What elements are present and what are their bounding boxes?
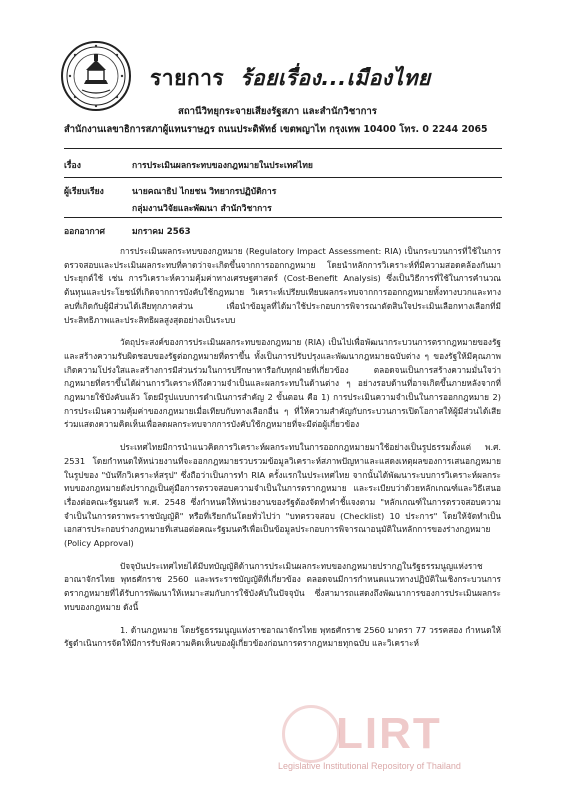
airdate-value: มกราคม 2563 xyxy=(132,227,191,237)
paragraph: ปัจจุบันประเทศไทยได้มีบทบัญญัติด้านการประเมินผลกระทบของกฎหมายปรากฏในรัฐธรรมนูญแห่งราชอาณาจักรไทย พุทธศักราช 2560 และพระราชบัญญัติที่เกี่ยวข้อง ตลอดจนมีการกำหนดแนวทางปฏิบัติในเชิงกระบวนการตรากฎหมายที่ได้รับการพัฒนาให้เหมาะสมกับการใช้บังคับในปัจจุบัน ซึ่งสามารถแสดงถึงพัฒนาการของการประเมินผลกระทบของกฎหมาย ดังนี้ xyxy=(64,560,501,612)
address-line: สำนักงานเลขาธิการสภาผู้แทนราษฎร ถนนประดิพัทธ์ เขตพญาไท กรุงเทพ 10400 โทร. 0 2244 2065 xyxy=(64,124,488,135)
repository-watermark xyxy=(278,709,518,769)
airdate-label: ออกอากาศ xyxy=(64,227,105,237)
program-title xyxy=(150,62,431,95)
subject-label: เรื่อง xyxy=(64,161,81,171)
author-name: นายคณาธิป ไกยชน วิทยากรปฏิบัติการ xyxy=(132,187,277,197)
program-label: รายการ xyxy=(150,66,225,90)
organization-line: สถานีวิทยุกระจายเสียงรัฐสภา และสำนักวิชาการ xyxy=(178,106,377,117)
author-label: ผู้เรียบเรียง xyxy=(64,187,104,197)
author-divider xyxy=(64,217,502,218)
paragraph: การประเมินผลกระทบของกฎหมาย (Regulatory Impact Assessment: RIA) เป็นกระบวนการที่ใช้ในการตรวจสอบและประเมินผลกระทบที่คาดว่าจะเกิดขึ้นจากการออกกฎหมาย โดยนำหลักการวิเคราะห์ที่มีความสอดคล้องกันมาประยุกต์ใช้ เช่น การวิเคราะห์ความคุ้มค่าทางเศรษฐศาสตร์ (Cost-Benefit Analysis) ซึ่งเป็นวิธีการที่ใช้ในการคำนวณต้นทุนและประโยชน์ที่เกิดจากการบังคับใช้กฎหมาย วิเคราะห์เปรียบเทียบผลกระทบจากการออกกฎหมายทั้งทางบวกและทางลบที่เกิดกับผู้มีส่วนได้เสียทุกภาคส่วน เพื่อนำข้อมูลที่ได้มาใช้ประกอบการพิจารณาตัดสินใจประเมินเลือกทางเลือกที่มีประสิทธิภาพและประสิทธิผลสูงสุดอย่างเป็นระบบ xyxy=(64,246,501,325)
watermark-caption: Legislative Institutional Repository of Thailand xyxy=(278,761,461,771)
header-divider xyxy=(64,148,502,149)
watermark-logo: LIRT xyxy=(336,709,442,758)
author-dept: กลุ่มงานวิจัยและพัฒนา สำนักวิชาการ xyxy=(132,204,272,214)
paragraph: 1. ด้านกฎหมาย โดยรัฐธรรมนูญแห่งราชอาณาจักรไทย พุทธศักราช 2560 มาตรา 77 วรรคสอง กำหนดให้รัฐดำเนินการจัดให้มีการรับฟังความคิดเห็นของผู้เกี่ยวข้องก่อนการตรากฎหมายทุกฉบับ และวิเคราะห์ xyxy=(64,624,501,649)
subject-divider xyxy=(64,177,502,178)
subject-value: การประเมินผลกระทบของกฎหมายในประเทศไทย xyxy=(132,161,313,171)
paragraph: วัตถุประสงค์ของการประเมินผลกระทบของกฎหมาย (RIA) เป็นไปเพื่อพัฒนากระบวนการตรากฎหมายของรัฐ และสร้างความรับผิดชอบของรัฐต่อกฎหมายที่ตราขึ้น ทั้งเป็นการปรับปรุงและพัฒนากฎหมายฉบับต่าง ๆ ของรัฐให้มีคุณภาพ เกิดความโปร่งใสและสร้างการมีส่วนร่วมในการปรึกษาหารือกับทุกฝ่ายที่เกี่ยวข้อง ตลอดจนเป็นการสร้างความมั่นใจว่ากฎหมายที่ตราขึ้นได้ผ่านการวิเคราะห์ถึงความจำเป็นและผลกระทบในด้านต่าง ๆ อย่างรอบด้านที่อาจเกิดขึ้นภายหลังจากที่กฎหมายใช้บังคับแล้ว โดยมีรูปแบบการดำเนินการสำคัญ 2 ขั้นตอน คือ 1) การประเมินความจำเป็นในการออกกฎหมาย 2) การประเมินความคุ้มค่าของกฎหมายเมื่อเทียบกับทางเลือกอื่น ๆ ที่ให้ความสำคัญกับกระบวนการเปิดโอกาสให้ผู้มีส่วนได้เสียร่วมแสดงความคิดเห็นเพื่อลดผลกระทบจากการบังคับใช้กฎหมายที่จะมีต่อผู้เกี่ยวข้อง xyxy=(64,337,501,430)
paragraph: ประเทศไทยมีการนำแนวคิดการวิเคราะห์ผลกระทบในการออกกฎหมายมาใช้อย่างเป็นรูปธรรมตั้งแต่ พ.ศ. 2531 โดยกำหนดให้หน่วยงานที่จะออกกฎหมายรวบรวมข้อมูลวิเคราะห์สภาพปัญหาและแสดงเหตุผลของการเสนอกฎหมายในรูปของ "บันทึกวิเคราะห์สรุป" ซึ่งถือว่าเป็นการทำ RIA ครั้งแรกในประเทศไทย จากนั้นได้พัฒนาระบบการวิเคราะห์ผลกระทบของกฎหมายดังปรากฏเป็นคู่มือการตรวจสอบความจำเป็นในการตรากฎหมาย และระเบียบว่าด้วยหลักเกณฑ์และวิธีเสนอเรื่องต่อคณะรัฐมนตรี พ.ศ. 2548 ซึ่งกำหนดให้หน่วยงานของรัฐต้องจัดทำคำชี้แจงตาม "หลักเกณฑ์ในการตรวจสอบความจำเป็นในการตราพระราชบัญญัติ" หรือที่เรียกกันโดยทั่วไปว่า "บทตรวจสอบ (Checklist) 10 ประการ" โดยให้จัดทำเป็นเอกสารประกอบร่างกฎหมายที่เสนอต่อคณะรัฐมนตรีเพื่อเป็นข้อมูลประกอบการพิจารณาอนุมัติในหลักการของร่างกฎหมาย (Policy Approval) xyxy=(64,442,501,549)
parliament-emblem-icon xyxy=(60,40,132,112)
show-name: ร้อยเรื่อง...เมืองไทย xyxy=(240,66,431,90)
article-body xyxy=(64,245,501,660)
watermark-ring-icon xyxy=(282,705,340,763)
